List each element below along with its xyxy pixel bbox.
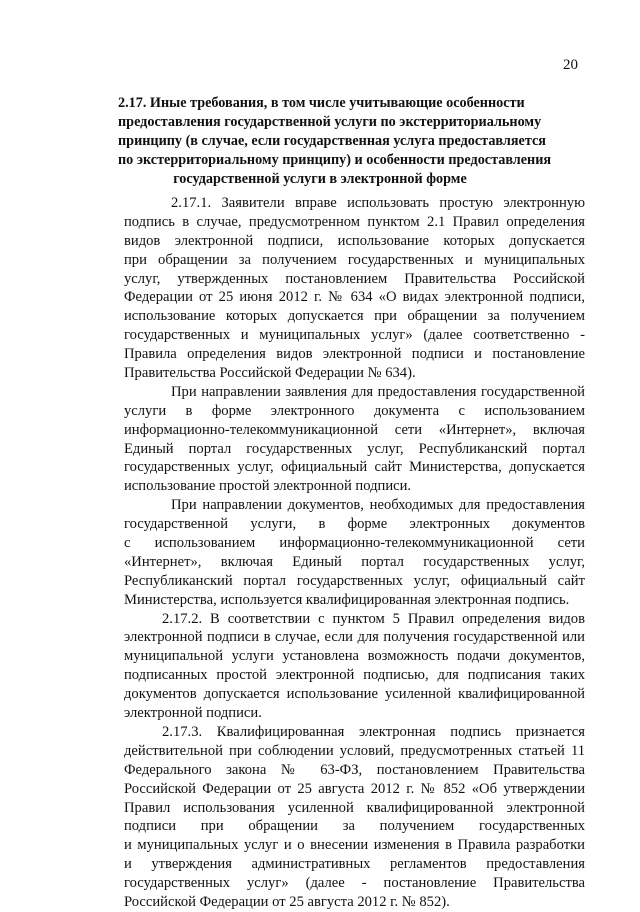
paragraph-line: государственных и муниципальных услуг» (далее соответственно - (124, 327, 585, 344)
paragraph-line: муниципальной услуги установлена возможность подачи документов, (124, 648, 585, 665)
paragraph (124, 723, 585, 912)
heading-line: по экстерриториальному принципу) и особенности предоставления (118, 152, 552, 168)
paragraph-line: Правил использования усиленной квалифицированной электронной (124, 799, 585, 816)
paragraph (124, 496, 585, 609)
paragraph-line: 2.17.1. Заявители вправе использовать простую электронную (171, 195, 585, 211)
paragraph-line: с использованием информационно-телекоммуникационной сети (124, 535, 585, 552)
paragraph-line: Федерации от 25 июня 2012 г. № 634 «О видах электронной подписи, (124, 289, 585, 306)
paragraph-line: электронной подписи. (124, 705, 262, 722)
paragraph-line: услуг, утвержденных постановлением Правительства Российской (124, 270, 585, 287)
heading-line: предоставления государственной услуги по экстерриториальному (118, 114, 542, 130)
section-heading (118, 94, 552, 189)
page-number: 20 (563, 57, 578, 73)
paragraph-line: информационно-телекоммуникационной сети «Интернет», включая (124, 421, 585, 438)
paragraph-line: При направлении заявления для предоставления государственной (171, 383, 585, 400)
paragraph-line: Российской Федерации от 25 августа 2012 г. № 852 «Об утверждении (124, 780, 585, 797)
paragraph-line: при обращении за получением государственных и муниципальных (124, 251, 585, 268)
paragraph-line: При направлении документов, необходимых для предоставления (171, 497, 585, 514)
paragraph-line: использование которых допускается при обращении за получением (124, 308, 585, 325)
body-text (124, 194, 585, 912)
paragraph-line: Правительства Российской Федерации № 634). (124, 365, 416, 382)
paragraph-line: 2.17.3. Квалифицированная электронная подпись признается (162, 723, 585, 740)
paragraph-line: «Интернет», включая Единый портал государственных услуг, (124, 553, 585, 570)
paragraph (124, 610, 585, 723)
paragraph-line: Правила определения видов электронной подписи и постановление (124, 346, 585, 363)
paragraph-line: действительной при соблюдении условий, предусмотренных статьей 11 (124, 742, 585, 759)
paragraph-line: государственных услуг, официальный сайт Министерства, допускается (124, 459, 585, 476)
paragraph-line: подписи при обращении за получением государственных (124, 818, 585, 835)
paragraph-line: Министерства, используется квалифицированная электронная подпись. (124, 591, 570, 608)
paragraph-line: документов допускается использование усиленной квалифицированной (124, 686, 585, 703)
paragraph-line: использование простой электронной подписи. (124, 478, 412, 495)
paragraph (124, 383, 585, 496)
paragraph-line: государственных услуг» (далее - постановление Правительства (124, 875, 585, 892)
heading-line: государственной услуги в электронной форме (173, 171, 467, 187)
paragraph-line: Российской Федерации от 25 августа 2012 г. № 852). (124, 893, 450, 910)
paragraph-line: услуги в форме электронного документа с использованием (124, 402, 585, 419)
paragraph-line: и муниципальных услуг и о внесении изменения в Правила разработки (124, 837, 585, 854)
paragraph-line: Единый портал государственных услуг, Республиканский портал (124, 440, 585, 457)
paragraph (124, 194, 585, 383)
paragraph-line: 2.17.2. В соответствии с пунктом 5 Правил определения видов (162, 610, 585, 627)
paragraph-line: электронной подписи в случае, если для получения государственной или (124, 629, 585, 646)
paragraph-line: подписанных простой электронной подписью, для подписания таких (124, 667, 585, 684)
heading-line: принципу (в случае, если государственная услуга предоставляется (118, 133, 546, 149)
paragraph-line: государственной услуги, в форме электронных документов (124, 516, 585, 533)
paragraph-line: подпись в случае, предусмотренном пунктом 2.1 Правил определения (124, 213, 585, 230)
paragraph-line: и утверждения административных регламентов предоставления (124, 856, 585, 873)
paragraph-line: видов электронной подписи, использование которых допускается (124, 232, 585, 249)
paragraph-line: Республиканский портал государственных услуг, официальный сайт (124, 572, 585, 589)
paragraph-line: Федерального закона № 63-ФЗ, постановлением Правительства (124, 761, 585, 778)
heading-line: 2.17. Иные требования, в том числе учитывающие особенности (118, 95, 525, 111)
